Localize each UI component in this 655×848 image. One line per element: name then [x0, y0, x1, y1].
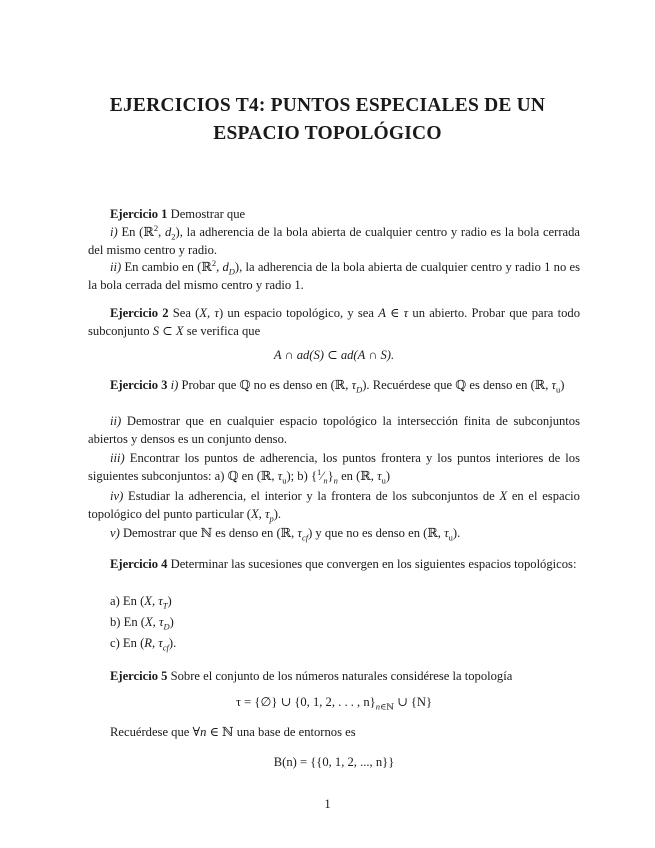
ex4-heading: Ejercicio 4 [110, 557, 168, 571]
ex5-recall: Recuérdese que ∀n ∈ ℕ una base de entornos es [110, 725, 356, 739]
ex4-item-a: a) En (X, $\tau_T$) [110, 594, 172, 611]
ex3-item-iv: iv) Estudiar la adherencia, el interior y la frontera de los subconjuntos de X en el espacio topológico del punto particular (X, $\tau_p$). [88, 489, 580, 524]
title-line-1: EJERCICIOS T4: PUNTOS ESPECIALES DE UN [109, 95, 546, 116]
page-title [60, 92, 595, 148]
ex2-statement: Ejercicio 2 Sea (X, τ) un espacio topológico, y sea A ∈ τ un abierto. Probar que para todo subconjunto S ⊂ X se verifica que [88, 306, 580, 338]
ex4-item-b: b) En (X, $\tau_D$) [110, 615, 174, 632]
ex5-formula-topology: τ = {∅} ∪ {0, 1, 2, . . . , $n\}_{n\in ℕ}$ ∪ {N} [235, 695, 433, 712]
ex2-heading: Ejercicio 2 [110, 306, 169, 320]
ex1-item-ii: ii) En cambio en (ℝ$^2$, $d_D$), la adherencia de la bola abierta de cualquier centro y radio 1 no es la bola cerrada del mismo centro y radio 1. [88, 257, 581, 292]
ex1-intro: Ejercicio 1 Demostrar que [110, 207, 246, 221]
ex3-item-i: Ejercicio 3 i) Probar que ℚ no es denso en (ℝ, $\tau_D$). Recuérdese que ℚ es denso en (ℝ, $\tau_u$) [110, 378, 565, 395]
ex3-heading: Ejercicio 3 [110, 378, 168, 392]
page-number: 1 [324, 797, 331, 811]
ex3-item-ii: ii) Demostrar que en cualquier espacio topológico la intersección finita de subconjuntos abiertos y densos es un conjunto denso. [88, 414, 580, 446]
ex4-statement: Ejercicio 4 Determinar las sucesiones que convergen en los siguientes espacios topológicos: [110, 557, 577, 571]
ex3-item-iii: iii) Encontrar los puntos de adherencia, los puntos frontera y los puntos interiores de los siguientes subconjuntos: a) ℚ en (ℝ, $\tau_u$); b) $\{^1⁄_n\}_n$ en (ℝ, $\tau_u$) [88, 451, 580, 486]
title-line-2: ESPACIO TOPOLÓGICO [213, 123, 442, 144]
ex2-formula: A ∩ ad(S) ⊂ ad(A ∩ S). [273, 348, 395, 362]
ex3-item-v: v) Demostrar que ℕ es denso en (ℝ, $\tau_{cf}$) y que no es denso en (ℝ, $\tau_u$). [110, 526, 461, 543]
ex1-heading: Ejercicio 1 [110, 207, 168, 221]
ex5-formula-base: B(n) = {{0, 1, 2, ..., n}} [273, 755, 395, 769]
ex5-heading: Ejercicio 5 [110, 669, 168, 683]
ex5-statement: Ejercicio 5 Sobre el conjunto de los números naturales considérese la topología [110, 669, 513, 683]
ex4-item-c: c) En (R, $\tau_{cf}$). [110, 636, 177, 653]
ex1-item-i: i) En (ℝ$^2$, $d_2$), la adherencia de la bola abierta de cualquier centro y radio es la bola cerrada del mismo centro y radio. [88, 222, 581, 257]
